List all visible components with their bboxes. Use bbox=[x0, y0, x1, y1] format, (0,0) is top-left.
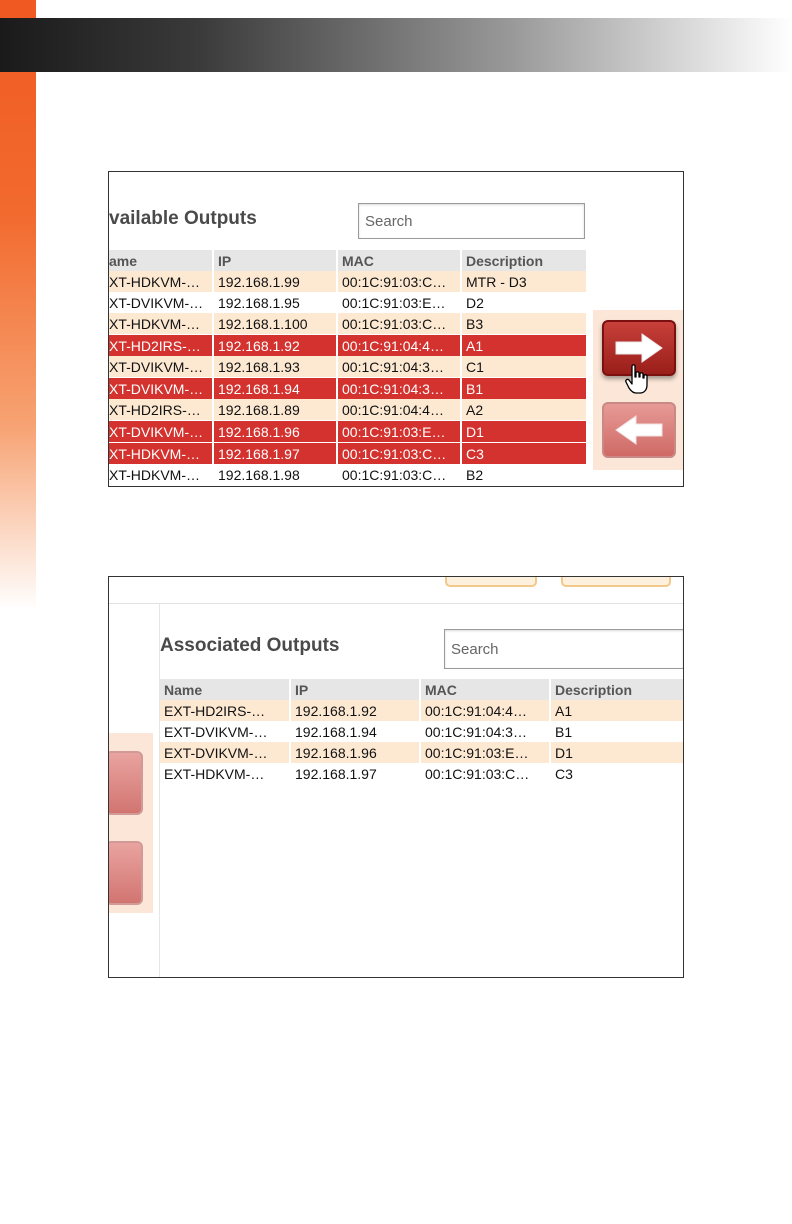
cell-mac: 00:1C:91:03:E… bbox=[337, 421, 461, 443]
cell-mac: 00:1C:91:03:C… bbox=[337, 271, 461, 292]
cell-ip: 192.168.1.92 bbox=[213, 335, 337, 357]
cell-description: A1 bbox=[461, 335, 587, 357]
cell-ip: 192.168.1.100 bbox=[213, 313, 337, 335]
cell-name: XT-DVIKVM-… bbox=[109, 292, 213, 313]
cell-name: XT-HDKVM-… bbox=[109, 313, 213, 335]
cell-mac: 00:1C:91:04:4… bbox=[420, 700, 550, 721]
cell-name: XT-DVIKVM-… bbox=[109, 356, 213, 378]
cell-description: B1 bbox=[461, 378, 587, 400]
cell-name: XT-DVIKVM-… bbox=[109, 421, 213, 443]
table-row[interactable] bbox=[109, 378, 587, 400]
table-row[interactable] bbox=[160, 700, 684, 721]
table-row[interactable] bbox=[109, 271, 587, 292]
table-row[interactable] bbox=[109, 335, 587, 357]
cell-ip: 192.168.1.95 bbox=[213, 292, 337, 313]
column-header-description[interactable]: Description bbox=[461, 250, 587, 271]
move-to-available-button[interactable] bbox=[108, 841, 143, 905]
cell-ip: 192.168.1.99 bbox=[213, 271, 337, 292]
cell-description: D1 bbox=[550, 742, 684, 763]
table-row[interactable] bbox=[160, 763, 684, 784]
column-header-name[interactable]: Name bbox=[160, 679, 290, 700]
column-header-ip[interactable]: IP bbox=[290, 679, 420, 700]
cell-description: C3 bbox=[550, 763, 684, 784]
cell-mac: 00:1C:91:03:E… bbox=[420, 742, 550, 763]
cell-name: EXT-DVIKVM-… bbox=[160, 721, 290, 742]
table-row[interactable] bbox=[109, 421, 587, 443]
cell-ip: 192.168.1.97 bbox=[213, 443, 337, 465]
cell-ip: 192.168.1.94 bbox=[213, 378, 337, 400]
column-header-ip[interactable]: IP bbox=[213, 250, 337, 271]
divider bbox=[109, 603, 683, 604]
cell-name: XT-HDKVM-… bbox=[109, 271, 213, 292]
arrow-left-icon bbox=[614, 414, 664, 446]
cell-mac: 00:1C:91:03:E… bbox=[337, 292, 461, 313]
table-row[interactable] bbox=[160, 742, 684, 763]
cell-description: A2 bbox=[461, 399, 587, 421]
cell-name: XT-HDKVM-… bbox=[109, 464, 213, 485]
cell-name: EXT-DVIKVM-… bbox=[160, 742, 290, 763]
associated-outputs-table bbox=[160, 679, 684, 784]
cell-description: C3 bbox=[461, 443, 587, 465]
column-header-description[interactable]: Description bbox=[550, 679, 684, 700]
cell-mac: 00:1C:91:04:4… bbox=[337, 335, 461, 357]
cell-description: C1 bbox=[461, 356, 587, 378]
top-action-button[interactable] bbox=[445, 576, 537, 587]
table-row[interactable] bbox=[109, 292, 587, 313]
cell-ip: 192.168.1.92 bbox=[290, 700, 420, 721]
table-row[interactable] bbox=[109, 443, 587, 465]
hand-pointer-icon bbox=[625, 364, 653, 396]
cell-ip: 192.168.1.97 bbox=[290, 763, 420, 784]
cell-description: MTR - D3 bbox=[461, 271, 587, 292]
cell-name: XT-HD2IRS-… bbox=[109, 399, 213, 421]
associated-outputs-title: Associated Outputs bbox=[160, 635, 340, 656]
cell-ip: 192.168.1.93 bbox=[213, 356, 337, 378]
top-action-button[interactable] bbox=[561, 576, 671, 587]
cell-ip: 192.168.1.89 bbox=[213, 399, 337, 421]
cell-mac: 00:1C:91:03:C… bbox=[337, 313, 461, 335]
column-header-mac[interactable]: MAC bbox=[337, 250, 461, 271]
associated-search-input[interactable] bbox=[444, 629, 684, 669]
cell-ip: 192.168.1.94 bbox=[290, 721, 420, 742]
cell-name: XT-DVIKVM-… bbox=[109, 378, 213, 400]
available-outputs-screenshot bbox=[108, 171, 684, 487]
cell-mac: 00:1C:91:04:3… bbox=[420, 721, 550, 742]
available-outputs-title: vailable Outputs bbox=[109, 208, 257, 229]
cell-name: EXT-HDKVM-… bbox=[160, 763, 290, 784]
cell-mac: 00:1C:91:03:C… bbox=[420, 763, 550, 784]
side-accent-bar bbox=[0, 0, 36, 610]
cell-ip: 192.168.1.98 bbox=[213, 464, 337, 485]
cell-mac: 00:1C:91:03:C… bbox=[337, 464, 461, 485]
cell-description: D2 bbox=[461, 292, 587, 313]
column-header-name[interactable]: ame bbox=[109, 250, 213, 271]
cell-name: XT-HDKVM-… bbox=[109, 443, 213, 465]
cell-ip: 192.168.1.96 bbox=[290, 742, 420, 763]
cell-mac: 00:1C:91:04:4… bbox=[337, 399, 461, 421]
column-header-mac[interactable]: MAC bbox=[420, 679, 550, 700]
table-header-row bbox=[109, 250, 587, 271]
table-row[interactable] bbox=[109, 356, 587, 378]
cell-description: D1 bbox=[461, 421, 587, 443]
table-row[interactable] bbox=[109, 464, 587, 485]
available-search-input[interactable] bbox=[358, 203, 585, 239]
cell-description: B3 bbox=[461, 313, 587, 335]
top-corner-accent bbox=[0, 0, 36, 18]
cell-description: B1 bbox=[550, 721, 684, 742]
cell-ip: 192.168.1.96 bbox=[213, 421, 337, 443]
cell-mac: 00:1C:91:04:3… bbox=[337, 378, 461, 400]
table-row[interactable] bbox=[109, 399, 587, 421]
move-to-available-button[interactable] bbox=[602, 402, 676, 458]
cell-name: XT-HD2IRS-… bbox=[109, 335, 213, 357]
cell-name: EXT-HD2IRS-… bbox=[160, 700, 290, 721]
cell-mac: 00:1C:91:03:C… bbox=[337, 443, 461, 465]
table-row[interactable] bbox=[109, 313, 587, 335]
cell-mac: 00:1C:91:04:3… bbox=[337, 356, 461, 378]
associated-outputs-screenshot bbox=[108, 576, 684, 978]
available-outputs-table bbox=[109, 250, 588, 485]
table-row[interactable] bbox=[160, 721, 684, 742]
cell-description: B2 bbox=[461, 464, 587, 485]
move-to-associated-button[interactable] bbox=[108, 751, 143, 815]
table-header-row bbox=[160, 679, 684, 700]
arrow-right-icon bbox=[614, 332, 664, 364]
cell-description: A1 bbox=[550, 700, 684, 721]
header-banner bbox=[0, 18, 792, 72]
